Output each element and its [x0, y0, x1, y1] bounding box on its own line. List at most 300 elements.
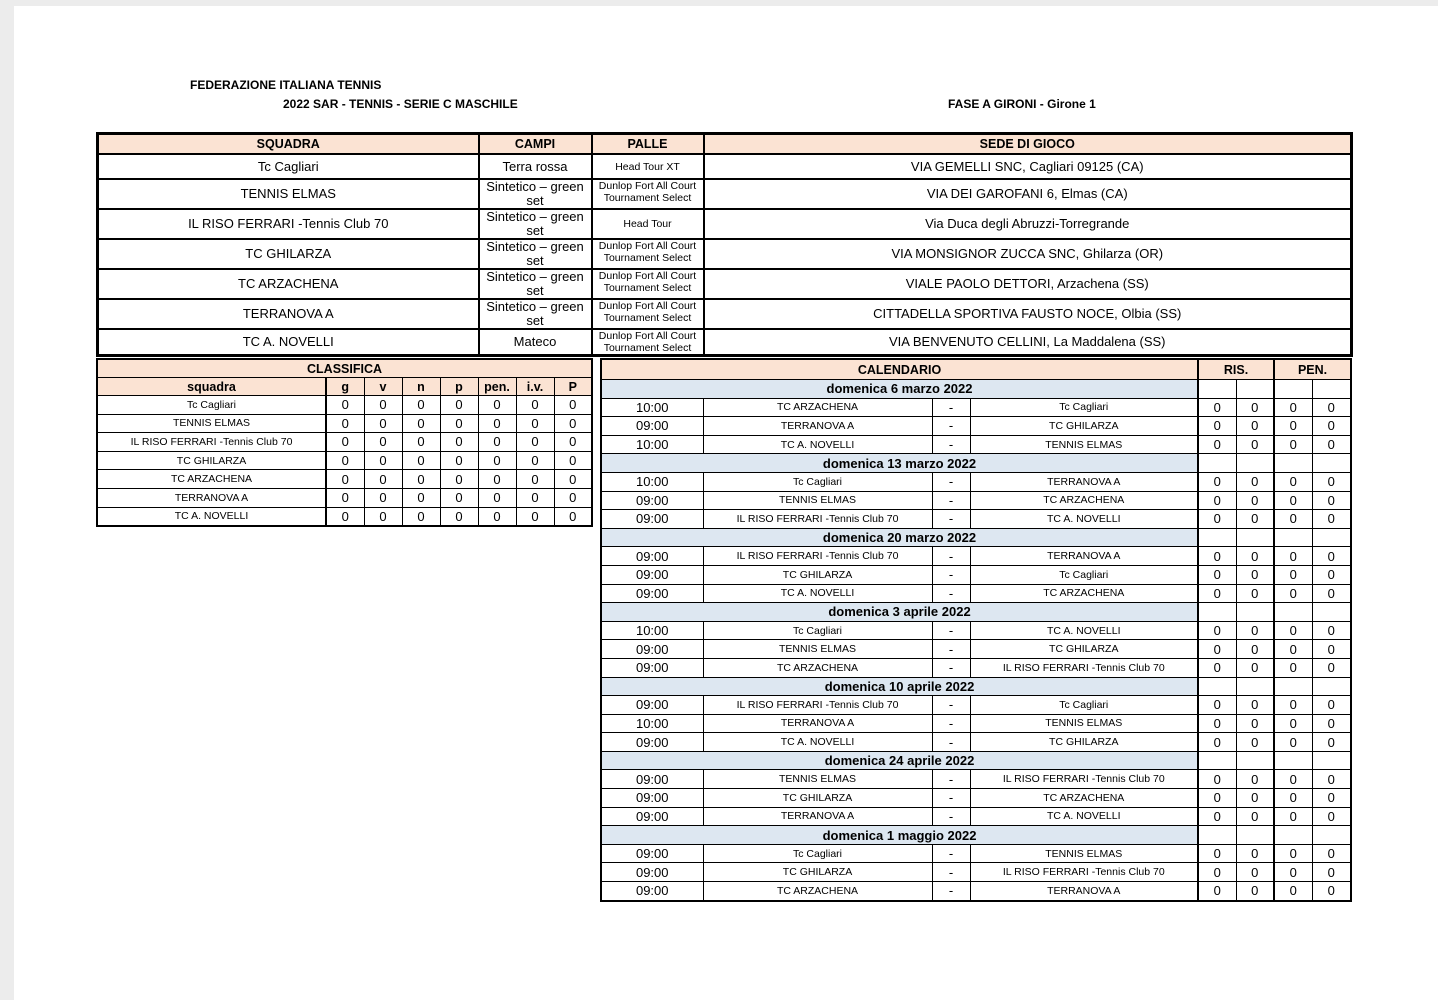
away-team: Tc Cagliari — [970, 398, 1198, 417]
campi-cell: Sintetico – green set — [479, 239, 592, 269]
sede-cell: CITTADELLA SPORTIVA FAUSTO NOCE, Olbia (SS) — [704, 299, 1352, 329]
match-row — [601, 398, 1351, 417]
ris-score: 0 — [1236, 789, 1274, 808]
sede-cell: VIA BENVENUTO CELLINI, La Maddalena (SS) — [704, 329, 1352, 356]
classifica-row — [97, 488, 592, 507]
home-team: TC ARZACHENA — [703, 882, 932, 901]
ris-score: 0 — [1198, 807, 1236, 826]
sede-cell: VIALE PAOLO DETTORI, Arzachena (SS) — [704, 269, 1352, 299]
classifica-value: 0 — [326, 451, 364, 470]
match-row — [601, 621, 1351, 640]
pen-score: 0 — [1274, 863, 1312, 882]
pen-score: 0 — [1312, 714, 1351, 733]
classifica-team: TC ARZACHENA — [97, 470, 326, 489]
pen-score: 0 — [1274, 640, 1312, 659]
classifica-team: TC GHILARZA — [97, 451, 326, 470]
classifica-value: 0 — [554, 414, 592, 433]
pen-score: 0 — [1274, 696, 1312, 715]
classifica-value: 0 — [326, 488, 364, 507]
ris-score: 0 — [1236, 640, 1274, 659]
classifica-table — [96, 358, 593, 527]
vs-separator: - — [932, 714, 970, 733]
home-team: TC ARZACHENA — [703, 398, 932, 417]
classifica-row — [97, 414, 592, 433]
classifica-team: TC A. NOVELLI — [97, 507, 326, 526]
match-row — [601, 789, 1351, 808]
ris-score: 0 — [1236, 621, 1274, 640]
match-row — [601, 547, 1351, 566]
ris-score: 0 — [1198, 435, 1236, 454]
ris-score: 0 — [1198, 565, 1236, 584]
ris-score: 0 — [1198, 882, 1236, 901]
vs-separator: - — [932, 435, 970, 454]
classifica-value: 0 — [326, 507, 364, 526]
palle-cell: Head Tour XT — [592, 154, 704, 179]
away-team: TC ARZACHENA — [970, 584, 1198, 603]
classifica-value: 0 — [516, 433, 554, 452]
classifica-col-0: squadra — [97, 378, 326, 396]
classifica-value: 0 — [364, 488, 402, 507]
empty-cell — [1236, 603, 1274, 622]
ris-score: 0 — [1236, 658, 1274, 677]
palle-cell: Head Tour — [592, 209, 704, 239]
empty-cell — [1198, 454, 1236, 473]
classifica-team: TERRANOVA A — [97, 488, 326, 507]
palle-cell: Dunlop Fort All Court Tournament Select — [592, 269, 704, 299]
classifica-col-6: i.v. — [516, 378, 554, 396]
ris-score: 0 — [1198, 491, 1236, 510]
empty-cell — [1236, 380, 1274, 399]
ris-score: 0 — [1236, 472, 1274, 491]
ris-score: 0 — [1236, 770, 1274, 789]
sede-cell: VIA DEI GAROFANI 6, Elmas (CA) — [704, 179, 1352, 209]
away-team: TC GHILARZA — [970, 733, 1198, 752]
palle-cell: Dunlop Fort All Court Tournament Select — [592, 299, 704, 329]
ris-header: RIS. — [1198, 359, 1274, 380]
ris-score: 0 — [1236, 435, 1274, 454]
match-row — [601, 565, 1351, 584]
match-row — [601, 640, 1351, 659]
classifica-value: 0 — [478, 451, 516, 470]
pen-score: 0 — [1274, 714, 1312, 733]
vs-separator: - — [932, 565, 970, 584]
match-time: 10:00 — [601, 398, 703, 417]
federation-title: FEDERAZIONE ITALIANA TENNIS — [190, 78, 382, 92]
ris-score: 0 — [1198, 398, 1236, 417]
vs-separator: - — [932, 621, 970, 640]
empty-cell — [1198, 528, 1236, 547]
pen-score: 0 — [1274, 882, 1312, 901]
match-time: 10:00 — [601, 714, 703, 733]
championship-title: 2022 SAR - TENNIS - SERIE C MASCHILE — [283, 97, 518, 111]
empty-cell — [1312, 677, 1351, 696]
vs-separator: - — [932, 547, 970, 566]
pen-score: 0 — [1312, 565, 1351, 584]
away-team: TENNIS ELMAS — [970, 844, 1198, 863]
sede-cell: VIA GEMELLI SNC, Cagliari 09125 (CA) — [704, 154, 1352, 179]
team-name-cell: TERRANOVA A — [98, 299, 479, 329]
vs-separator: - — [932, 640, 970, 659]
empty-cell — [1274, 751, 1312, 770]
round-date: domenica 20 marzo 2022 — [601, 528, 1198, 547]
classifica-value: 0 — [364, 451, 402, 470]
match-time: 09:00 — [601, 696, 703, 715]
pen-score: 0 — [1312, 658, 1351, 677]
classifica-value: 0 — [402, 507, 440, 526]
empty-cell — [1236, 677, 1274, 696]
team-row — [98, 239, 1352, 269]
campi-cell: Mateco — [479, 329, 592, 356]
pen-score: 0 — [1274, 658, 1312, 677]
pen-score: 0 — [1312, 491, 1351, 510]
pen-score: 0 — [1312, 882, 1351, 901]
teams-header-row — [98, 134, 1352, 155]
classifica-row — [97, 433, 592, 452]
vs-separator: - — [932, 882, 970, 901]
classifica-col-7: P — [554, 378, 592, 396]
round-date: domenica 1 maggio 2022 — [601, 826, 1198, 845]
teams-table — [96, 132, 1353, 357]
pen-score: 0 — [1312, 863, 1351, 882]
ris-score: 0 — [1198, 417, 1236, 436]
vs-separator: - — [932, 789, 970, 808]
empty-cell — [1274, 528, 1312, 547]
ris-score: 0 — [1198, 844, 1236, 863]
classifica-value: 0 — [364, 396, 402, 415]
classifica-value: 0 — [364, 433, 402, 452]
col-header-sede: SEDE DI GIOCO — [704, 134, 1352, 155]
team-name-cell: TC GHILARZA — [98, 239, 479, 269]
pen-score: 0 — [1312, 417, 1351, 436]
vs-separator: - — [932, 658, 970, 677]
empty-cell — [1312, 603, 1351, 622]
pen-score: 0 — [1312, 696, 1351, 715]
classifica-value: 0 — [440, 488, 478, 507]
pen-score: 0 — [1312, 789, 1351, 808]
match-row — [601, 807, 1351, 826]
round-date-row — [601, 751, 1351, 770]
ris-score: 0 — [1236, 863, 1274, 882]
empty-cell — [1274, 454, 1312, 473]
home-team: TC GHILARZA — [703, 863, 932, 882]
match-time: 09:00 — [601, 863, 703, 882]
ris-score: 0 — [1236, 565, 1274, 584]
match-time: 10:00 — [601, 621, 703, 640]
ris-score: 0 — [1198, 733, 1236, 752]
match-row — [601, 714, 1351, 733]
calendario-title: CALENDARIO — [601, 359, 1198, 380]
home-team: Tc Cagliari — [703, 844, 932, 863]
classifica-col-4: p — [440, 378, 478, 396]
away-team: Tc Cagliari — [970, 696, 1198, 715]
match-row — [601, 417, 1351, 436]
vs-separator: - — [932, 417, 970, 436]
classifica-value: 0 — [478, 488, 516, 507]
match-time: 09:00 — [601, 547, 703, 566]
away-team: TERRANOVA A — [970, 472, 1198, 491]
vs-separator: - — [932, 510, 970, 529]
pen-score: 0 — [1274, 398, 1312, 417]
empty-cell — [1198, 751, 1236, 770]
pen-score: 0 — [1274, 472, 1312, 491]
empty-cell — [1198, 603, 1236, 622]
campi-cell: Terra rossa — [479, 154, 592, 179]
team-name-cell: TENNIS ELMAS — [98, 179, 479, 209]
classifica-value: 0 — [326, 433, 364, 452]
vs-separator: - — [932, 584, 970, 603]
calendario-table — [600, 358, 1352, 902]
ris-score: 0 — [1198, 472, 1236, 491]
ris-score: 0 — [1198, 863, 1236, 882]
classifica-header-row — [97, 378, 592, 396]
team-row — [98, 329, 1352, 356]
home-team: TERRANOVA A — [703, 807, 932, 826]
classifica-team: TENNIS ELMAS — [97, 414, 326, 433]
pen-score: 0 — [1274, 789, 1312, 808]
round-date-row — [601, 677, 1351, 696]
classifica-value: 0 — [478, 396, 516, 415]
classifica-value: 0 — [364, 414, 402, 433]
empty-cell — [1236, 454, 1274, 473]
vs-separator: - — [932, 807, 970, 826]
home-team: TC A. NOVELLI — [703, 584, 932, 603]
pen-header: PEN. — [1274, 359, 1351, 380]
classifica-value: 0 — [478, 433, 516, 452]
classifica-value: 0 — [554, 470, 592, 489]
ris-score: 0 — [1236, 417, 1274, 436]
classifica-value: 0 — [554, 507, 592, 526]
away-team: Tc Cagliari — [970, 565, 1198, 584]
ris-score: 0 — [1236, 547, 1274, 566]
classifica-value: 0 — [402, 451, 440, 470]
teams-body — [98, 154, 1352, 356]
round-date-row — [601, 603, 1351, 622]
pen-score: 0 — [1274, 621, 1312, 640]
classifica-value: 0 — [516, 396, 554, 415]
pen-score: 0 — [1274, 770, 1312, 789]
pen-score: 0 — [1312, 435, 1351, 454]
ris-score: 0 — [1198, 510, 1236, 529]
pen-score: 0 — [1274, 491, 1312, 510]
home-team: IL RISO FERRARI -Tennis Club 70 — [703, 696, 932, 715]
round-date: domenica 24 aprile 2022 — [601, 751, 1198, 770]
ris-score: 0 — [1236, 510, 1274, 529]
empty-cell — [1198, 380, 1236, 399]
classifica-value: 0 — [364, 470, 402, 489]
classifica-value: 0 — [516, 451, 554, 470]
team-row — [98, 154, 1352, 179]
match-time: 09:00 — [601, 789, 703, 808]
match-time: 09:00 — [601, 807, 703, 826]
palle-cell: Dunlop Fort All Court Tournament Select — [592, 239, 704, 269]
classifica-col-1: g — [326, 378, 364, 396]
ris-score: 0 — [1236, 398, 1274, 417]
classifica-value: 0 — [554, 451, 592, 470]
empty-cell — [1236, 826, 1274, 845]
away-team: TERRANOVA A — [970, 547, 1198, 566]
sede-cell: VIA MONSIGNOR ZUCCA SNC, Ghilarza (OR) — [704, 239, 1352, 269]
home-team: TENNIS ELMAS — [703, 491, 932, 510]
round-date-row — [601, 380, 1351, 399]
classifica-value: 0 — [478, 414, 516, 433]
classifica-value: 0 — [478, 470, 516, 489]
ris-score: 0 — [1236, 882, 1274, 901]
match-time: 09:00 — [601, 491, 703, 510]
sede-cell: Via Duca degli Abruzzi-Torregrande — [704, 209, 1352, 239]
classifica-value: 0 — [554, 396, 592, 415]
classifica-value: 0 — [516, 507, 554, 526]
pen-score: 0 — [1312, 621, 1351, 640]
empty-cell — [1274, 677, 1312, 696]
classifica-col-2: v — [364, 378, 402, 396]
pen-score: 0 — [1312, 733, 1351, 752]
classifica-body — [97, 396, 592, 527]
match-time: 09:00 — [601, 882, 703, 901]
away-team: IL RISO FERRARI -Tennis Club 70 — [970, 863, 1198, 882]
empty-cell — [1274, 380, 1312, 399]
vs-separator: - — [932, 398, 970, 417]
classifica-value: 0 — [516, 470, 554, 489]
vs-separator: - — [932, 844, 970, 863]
round-date-row — [601, 528, 1351, 547]
away-team: TC A. NOVELLI — [970, 510, 1198, 529]
pen-score: 0 — [1274, 435, 1312, 454]
empty-cell — [1236, 751, 1274, 770]
home-team: TENNIS ELMAS — [703, 640, 932, 659]
classifica-row — [97, 451, 592, 470]
calendario-body — [601, 380, 1351, 901]
pen-score: 0 — [1312, 584, 1351, 603]
home-team: Tc Cagliari — [703, 621, 932, 640]
classifica-row — [97, 470, 592, 489]
match-row — [601, 696, 1351, 715]
ris-score: 0 — [1236, 584, 1274, 603]
home-team: IL RISO FERRARI -Tennis Club 70 — [703, 547, 932, 566]
pen-score: 0 — [1312, 472, 1351, 491]
team-name-cell: TC ARZACHENA — [98, 269, 479, 299]
home-team: TERRANOVA A — [703, 417, 932, 436]
ris-score: 0 — [1198, 640, 1236, 659]
match-row — [601, 770, 1351, 789]
match-row — [601, 733, 1351, 752]
team-row — [98, 299, 1352, 329]
empty-cell — [1274, 826, 1312, 845]
phase-title: FASE A GIRONI - Girone 1 — [948, 97, 1096, 111]
empty-cell — [1198, 677, 1236, 696]
home-team: TERRANOVA A — [703, 714, 932, 733]
ris-score: 0 — [1198, 714, 1236, 733]
classifica-value: 0 — [326, 414, 364, 433]
classifica-value: 0 — [440, 396, 478, 415]
team-name-cell: Tc Cagliari — [98, 154, 479, 179]
classifica-col-5: pen. — [478, 378, 516, 396]
ris-score: 0 — [1236, 714, 1274, 733]
vs-separator: - — [932, 770, 970, 789]
classifica-value: 0 — [326, 396, 364, 415]
empty-cell — [1312, 380, 1351, 399]
ris-score: 0 — [1198, 621, 1236, 640]
match-row — [601, 658, 1351, 677]
match-row — [601, 472, 1351, 491]
empty-cell — [1312, 528, 1351, 547]
pen-score: 0 — [1312, 510, 1351, 529]
pen-score: 0 — [1274, 510, 1312, 529]
classifica-value: 0 — [402, 470, 440, 489]
match-time: 09:00 — [601, 733, 703, 752]
match-row — [601, 435, 1351, 454]
ris-score: 0 — [1236, 807, 1274, 826]
campi-cell: Sintetico – green set — [479, 179, 592, 209]
col-header-campi: CAMPI — [479, 134, 592, 155]
away-team: TC GHILARZA — [970, 640, 1198, 659]
palle-cell: Dunlop Fort All Court Tournament Select — [592, 179, 704, 209]
round-date: domenica 6 marzo 2022 — [601, 380, 1198, 399]
classifica-value: 0 — [516, 414, 554, 433]
home-team: Tc Cagliari — [703, 472, 932, 491]
away-team: TC A. NOVELLI — [970, 621, 1198, 640]
match-time: 09:00 — [601, 640, 703, 659]
col-header-squadra: SQUADRA — [98, 134, 479, 155]
vs-separator: - — [932, 733, 970, 752]
classifica-value: 0 — [440, 507, 478, 526]
match-time: 09:00 — [601, 844, 703, 863]
campi-cell: Sintetico – green set — [479, 269, 592, 299]
away-team: TERRANOVA A — [970, 882, 1198, 901]
pen-score: 0 — [1274, 733, 1312, 752]
empty-cell — [1312, 751, 1351, 770]
home-team: TC ARZACHENA — [703, 658, 932, 677]
team-row — [98, 269, 1352, 299]
campi-cell: Sintetico – green set — [479, 209, 592, 239]
classifica-value: 0 — [402, 488, 440, 507]
classifica-row — [97, 507, 592, 526]
match-time: 10:00 — [601, 472, 703, 491]
match-time: 09:00 — [601, 584, 703, 603]
classifica-title: CLASSIFICA — [97, 359, 592, 378]
ris-score: 0 — [1236, 491, 1274, 510]
ris-score: 0 — [1198, 789, 1236, 808]
classifica-value: 0 — [326, 470, 364, 489]
vs-separator: - — [932, 491, 970, 510]
classifica-value: 0 — [402, 396, 440, 415]
vs-separator: - — [932, 696, 970, 715]
match-time: 09:00 — [601, 565, 703, 584]
match-row — [601, 863, 1351, 882]
vs-separator: - — [932, 863, 970, 882]
pen-score: 0 — [1312, 807, 1351, 826]
match-row — [601, 510, 1351, 529]
home-team: IL RISO FERRARI -Tennis Club 70 — [703, 510, 932, 529]
away-team: IL RISO FERRARI -Tennis Club 70 — [970, 770, 1198, 789]
home-team: TC A. NOVELLI — [703, 435, 932, 454]
home-team: TC GHILARZA — [703, 565, 932, 584]
home-team: TC GHILARZA — [703, 789, 932, 808]
match-row — [601, 882, 1351, 901]
pen-score: 0 — [1274, 547, 1312, 566]
away-team: TC ARZACHENA — [970, 491, 1198, 510]
match-time: 09:00 — [601, 417, 703, 436]
ris-score: 0 — [1198, 770, 1236, 789]
team-row — [98, 209, 1352, 239]
round-date-row — [601, 826, 1351, 845]
match-row — [601, 491, 1351, 510]
empty-cell — [1312, 454, 1351, 473]
match-time: 09:00 — [601, 510, 703, 529]
pen-score: 0 — [1312, 770, 1351, 789]
team-name-cell: TC A. NOVELLI — [98, 329, 479, 356]
pen-score: 0 — [1274, 807, 1312, 826]
home-team: TENNIS ELMAS — [703, 770, 932, 789]
